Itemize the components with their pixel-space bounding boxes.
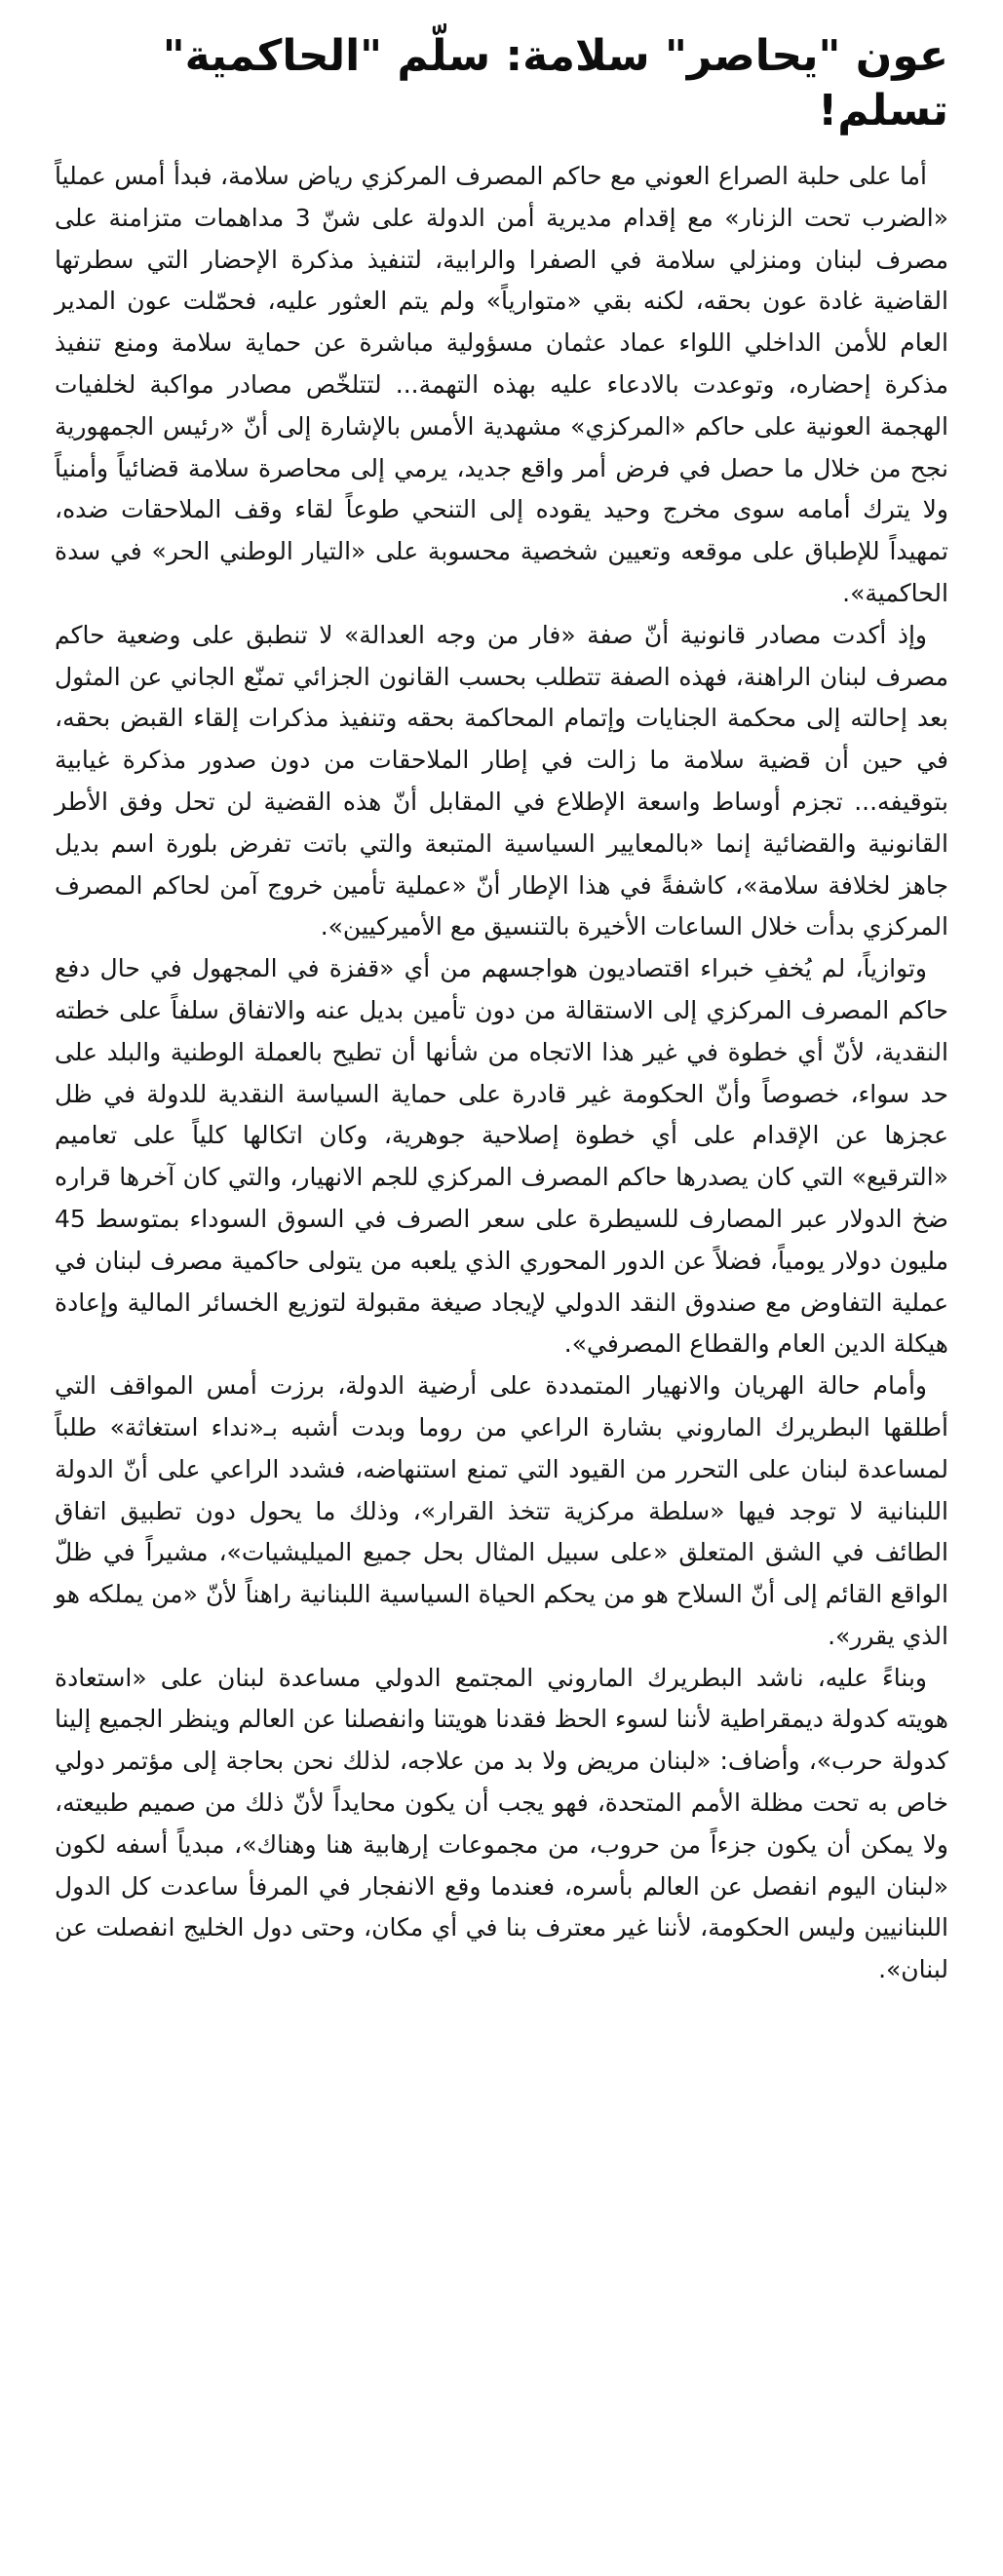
article-paragraph-4: وأمام حالة الهريان والانهيار المتمددة على أرضية الدولة، برزت أمس المواقف التي أطلقها البطريرك الماروني بشارة الراعي من روما وبدت أشبه بـ«نداء استغاثة» طلباً لمساعدة لبنان على التحرر من القيود التي تمنع استنهاضه، فشدد الراعي على أنّ الدولة اللبنانية لا توجد فيها «سلطة مركزية تتخذ القرار»، وذلك ما يحول دون تطبيق اتفاق الطائف في الشق المتعلق «على سبيل المثال بحل جميع الميليشيات»، مشيراً في ظلّ الواقع القائم إلى أنّ السلاح هو من يحكم الحياة السياسية اللبنانية راهناً لأنّ «من يملكه هو الذي يقرر». (55, 1371, 948, 1650)
article-paragraph-5: وبناءً عليه، ناشد البطريرك الماروني المجتمع الدولي مساعدة لبنان على «استعادة هويته كدولة ديمقراطية لأننا لسوء الحظ فقدنا هويتنا وانفصلنا عن العالم وينظر الجميع إلينا كدولة حرب»، وأضاف: «لبنان مريض ولا بد من علاجه، لذلك نحن بحاجة إلى مؤتمر دولي خاص به تحت مظلة الأمم المتحدة، فهو يجب أن يكون محايداً لأنّ ذلك من صميم طبيعته، ولا يمكن أن يكون جزءاً من حروب، من مجموعات إرهابية هنا وهناك»، مبدياً أسفه لكون «لبنان اليوم انفصل عن العالم بأسره، فعندما وقع الانفجار في المرفأ ساعدت كل الدول اللبنانيين وليس الحكومة، لأننا غير معترف بنا في أي مكان، وحتى دول الخليج انفصلت عن لبنان». (55, 1663, 948, 1984)
article-headline: عون "يحاصر" سلامة: سلّم "الحاكمية" تسلم! (162, 31, 948, 135)
article-paragraph-3: وتوازياً، لم يُخفِ خبراء اقتصاديون هواجسهم من أي «قفزة في المجهول في حال دفع حاكم المصرف المركزي إلى الاستقالة من دون تأمين بديل عنه والاتفاق سلفاً على خطته النقدية، لأنّ أي خطوة في غير هذا الاتجاه من شأنها أن تطيح بالعملة الوطنية والبلد على حد سواء، خصوصاً وأنّ الحكومة غير قادرة على حماية السياسة النقدية للدولة في ظل عجزها عن الإقدام على أي خطوة إصلاحية جوهرية، وكان اتكالها كلياً على تعاميم «الترقيع» التي كان يصدرها حاكم المصرف المركزي للجم الانهيار، والتي كان آخرها قراره ضخ الدولار عبر المصارف للسيطرة على سعر الصرف في السوق السوداء بمتوسط 45 مليون دولار يومياً، فضلاً عن الدور المحوري الذي يلعبه من يتولى حاكمية مصرف لبنان في عملية التفاوض مع صندوق النقد الدولي لإيجاد صيغة مقبولة لتوزيع الخسائر المالية وإعادة هيكلة الدين العام والقطاع المصرفي». (55, 954, 948, 1359)
article-paragraph-1: أما على حلبة الصراع العوني مع حاكم المصرف المركزي رياض سلامة، فبدأ أمس عملياً «الضرب تحت الزنار» مع إقدام مديرية أمن الدولة على شنّ 3 مداهمات متزامنة على مصرف لبنان ومنزلي سلامة في الصفرا والرابية، لتنفيذ مذكرة الإحضار التي سطرتها القاضية غادة عون بحقه، لكنه بقي «متوارياً» ولم يتم العثور عليه، فحمّلت عون المدير العام للأمن الداخلي اللواء عماد عثمان مسؤولية مباشرة عن حماية سلامة ومنع تنفيذ مذكرة إحضاره، وتوعدت بالادعاء عليه بهذه التهمة... لتتلخّص مصادر مواكبة لخلفيات الهجمة العونية على حاكم «المركزي» مشهدية الأمس بالإشارة إلى أنّ «رئيس الجمهورية نجح من خلال ما حصل في فرض أمر واقع جديد، يرمي إلى محاصرة سلامة قضائياً وأمنياً ولا يترك أمامه سوى مخرج وحيد يقوده إلى التنحي طوعاً لقاء وقف الملاحقات ضده، تمهيداً للإطباق على موقعه وتعيين شخصية محسوبة على «التيار الوطني الحر» في سدة الحاكمية». (55, 162, 949, 607)
article-body (55, 156, 948, 1991)
article-paragraph-2: وإذ أكدت مصادر قانونية أنّ صفة «فار من وجه العدالة» لا تنطبق على وضعية حاكم مصرف لبنان الراهنة، فهذه الصفة تتطلب بحسب القانون الجزائي تمنّع الجاني عن المثول بعد إحالته إلى محكمة الجنايات وإتمام المحاكمة بحقه وتنفيذ مذكرات إلقاء القبض بحقه، في حين أن قضية سلامة ما زالت في إطار الملاحقات من دون صدور مذكرة غيابية بتوقيفه... تجزم أوساط واسعة الإطلاع في المقابل أنّ هذه القضية لن تحل وفق الأطر القانونية والقضائية إنما «بالمعايير السياسية المتبعة والتي باتت تفرض بلورة اسم بديل جاهز لخلافة سلامة»، كاشفةً في هذا الإطار أنّ «عملية تأمين خروج آمن لحاكم المصرف المركزي بدأت خلال الساعات الأخيرة بالتنسيق مع الأميركيين». (55, 620, 948, 942)
